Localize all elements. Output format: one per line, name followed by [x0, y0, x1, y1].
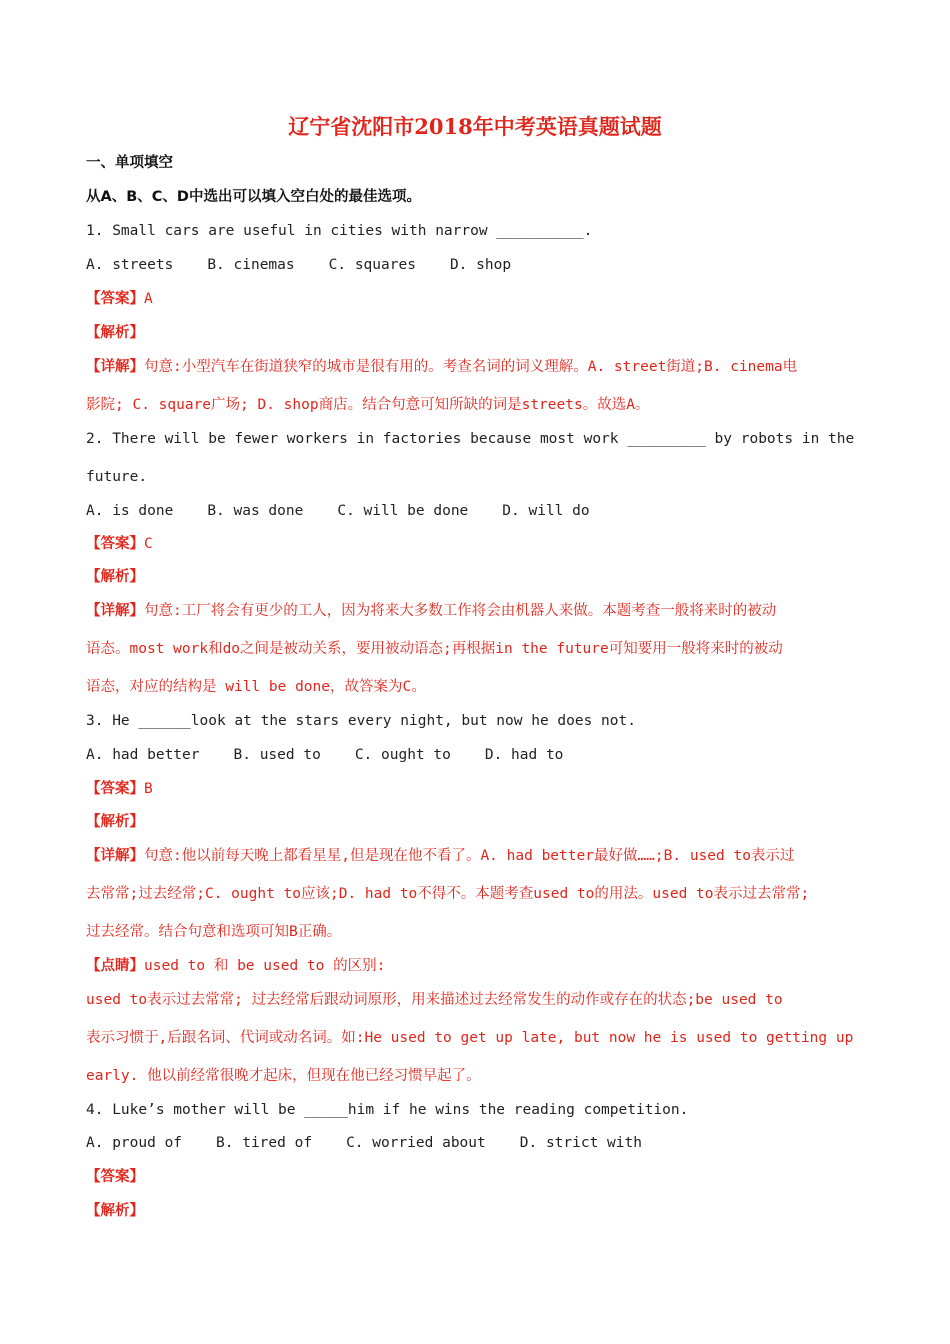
analysis-label: 【解析】	[86, 569, 144, 585]
answer-label: 【答案】	[86, 1169, 144, 1185]
option-c: C. worried about	[346, 1135, 486, 1151]
detail-label: 【详解】	[86, 603, 144, 619]
option-a: A. had better	[86, 747, 200, 763]
analysis-label: 【解析】	[86, 325, 144, 341]
detail-line: 语态。most work和do之间是被动关系，要用被动语态;再根据in the future可知要用一般将来时的被动	[86, 641, 783, 657]
option-b: B. cinemas	[207, 257, 295, 273]
answer-value: C	[144, 536, 153, 552]
answer-label: 【答案】	[86, 536, 144, 552]
detail-line: 影院; C. square广场; D. shop商店。结合句意可知所缺的词是streets。故选A。	[86, 397, 650, 413]
question-2-options	[86, 500, 590, 522]
analysis-label: 【解析】	[86, 814, 144, 830]
option-c: C. will be done	[337, 503, 469, 519]
option-c: C. ought to	[354, 747, 451, 763]
answer-line	[86, 288, 153, 310]
answer-line	[86, 778, 153, 800]
option-d: D. will do	[502, 503, 590, 519]
detail-line: 【详解】句意:小型汽车在街道狭窄的城市是很有用的。考查名词的词义理解。A. street街道;B. cinema电	[86, 359, 798, 375]
option-b: B. used to	[233, 747, 321, 763]
answer-label: 【答案】	[86, 781, 144, 797]
option-a: A. is done	[86, 503, 174, 519]
tip-line: early. 他以前经常很晚才起床，但现在他已经习惯早起了。	[86, 1068, 481, 1084]
question-3-stem: 3. He ______look at the stars every night, but now he does not.	[86, 713, 636, 729]
detail-line: 【详解】句意:工厂将会有更少的工人，因为将来大多数工作将会由机器人来做。本题考查一般将来时的被动	[86, 603, 777, 619]
page-title: 辽宁省沈阳市2018年中考英语真题试题	[288, 114, 662, 139]
question-3-options	[86, 744, 563, 766]
tip-line: used to表示过去常常; 过去经常后跟动词原形，用来描述过去经常发生的动作或存在的状态;be used to	[86, 992, 783, 1008]
detail-line: 【详解】句意:他以前每天晚上都看星星,但是现在他不看了。A. had better最好做……;B. used to表示过	[86, 848, 795, 864]
answer-value: A	[144, 291, 153, 307]
question-2-stem-cont: future.	[86, 469, 148, 485]
detail-label: 【详解】	[86, 359, 144, 375]
tip-line: 表示习惯于,后跟名词、代词或动名词。如:He used to get up late, but now he is used to getting up	[86, 1030, 854, 1046]
option-a: A. streets	[86, 257, 174, 273]
detail-line: 过去经常。结合句意和选项可知B正确。	[86, 924, 342, 940]
answer-line	[86, 533, 153, 555]
detail-label: 【详解】	[86, 848, 144, 864]
section-instruction: 从A、B、C、D中选出可以填入空白处的最佳选项。	[86, 189, 421, 205]
detail-line: 去常常;过去经常;C. ought to应该;D. had to不得不。本题考查used to的用法。used to表示过去常常;	[86, 886, 810, 902]
option-d: D. had to	[484, 747, 564, 763]
answer-value: B	[144, 781, 153, 797]
section-heading: 一、单项填空	[86, 155, 173, 171]
option-d: D. shop	[449, 257, 512, 273]
question-4-options	[86, 1132, 642, 1154]
option-b: B. tired of	[216, 1135, 313, 1151]
tip-line: 【点睛】used to 和 be used to 的区别:	[86, 958, 386, 974]
question-1-stem: 1. Small cars are useful in cities with narrow __________.	[86, 223, 593, 239]
detail-line: 语态，对应的结构是 will be done，故答案为C。	[86, 679, 426, 695]
option-c: C. squares	[328, 257, 416, 273]
analysis-label: 【解析】	[86, 1203, 144, 1219]
question-2-stem: 2. There will be fewer workers in factories because most work _________ by robots in the	[86, 431, 855, 447]
tip-label: 【点睛】	[86, 958, 144, 974]
option-a: A. proud of	[86, 1135, 183, 1151]
option-b: B. was done	[207, 503, 304, 519]
option-d: D. strict with	[519, 1135, 642, 1151]
question-4-stem: 4. Luke’s mother will be _____him if he wins the reading competition.	[86, 1102, 689, 1118]
answer-label: 【答案】	[86, 291, 144, 307]
question-1-options	[86, 254, 511, 276]
